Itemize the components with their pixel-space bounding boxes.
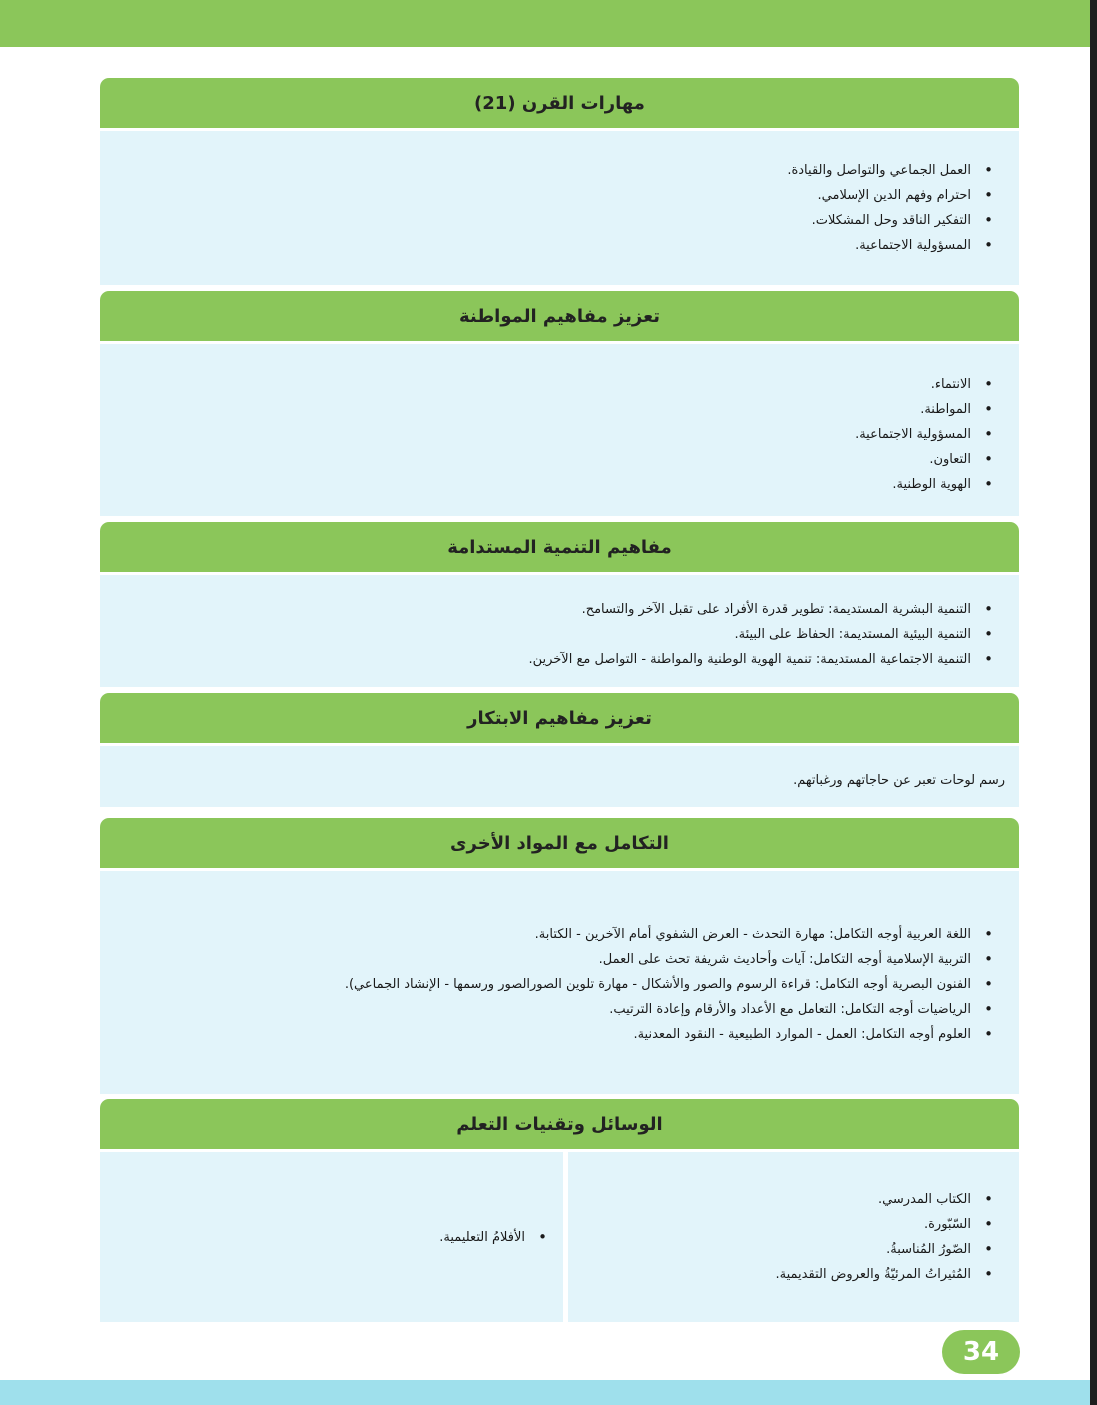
section-sustainable-development [100, 522, 1019, 687]
list-item: • الكتاب المدرسي. [776, 1187, 1019, 1212]
list-item: • المسؤولية الاجتماعية. [100, 233, 1019, 258]
list-item: • الصّورُ المُناسبةُ. [776, 1237, 1019, 1262]
bullet-list [439, 1225, 563, 1250]
section-learning-tools [100, 1099, 1019, 1322]
list-item: • العلوم أوجه التكامل: العمل - الموارد الطبيعية - النقود المعدنية. [100, 1022, 1019, 1047]
list-item: • المسؤولية الاجتماعية. [100, 422, 1019, 447]
section-citizenship-concepts [100, 291, 1019, 516]
bullet-list [100, 372, 1019, 497]
list-item: • التعاون. [100, 447, 1019, 472]
section-innovation-concepts [100, 693, 1019, 807]
section-21st-century-skills [100, 78, 1019, 285]
bullet-list [100, 922, 1019, 1047]
section-title: تعزيز مفاهيم الابتكار [100, 693, 1019, 743]
list-item: • العمل الجماعي والتواصل والقيادة. [100, 158, 1019, 183]
list-item: • احترام وفهم الدين الإسلامي. [100, 183, 1019, 208]
bottom-footer-bar [0, 1380, 1090, 1405]
section-title: تعزيز مفاهيم المواطنة [100, 291, 1019, 341]
list-item: • الهوية الوطنية. [100, 472, 1019, 497]
list-item: • التنمية البيئية المستديمة: الحفاظ على البيئة. [100, 622, 1019, 647]
two-column-layout [100, 1152, 1019, 1322]
section-body [100, 1149, 1019, 1322]
section-title: الوسائل وتقنيات التعلم [100, 1099, 1019, 1149]
page-number: 34 [942, 1330, 1020, 1374]
list-item: • التفكير الناقد وحل المشكلات. [100, 208, 1019, 233]
section-title: مهارات القرن (21) [100, 78, 1019, 128]
top-header-bar [0, 0, 1090, 47]
list-item: • الرياضيات أوجه التكامل: التعامل مع الأعداد والأرقام وإعادة الترتيب. [100, 997, 1019, 1022]
list-item: • التنمية البشرية المستديمة: تطوير قدرة الأفراد على تقبل الآخر والتسامح. [100, 597, 1019, 622]
section-text: رسم لوحات تعبر عن حاجاتهم ورغباتهم. [793, 773, 1005, 788]
list-item: • السّبّورة. [776, 1212, 1019, 1237]
right-column [563, 1152, 1019, 1322]
right-edge-strip [1090, 0, 1097, 1405]
section-body [100, 341, 1019, 516]
bullet-list [100, 597, 1019, 672]
section-integration-other-subjects [100, 818, 1019, 1094]
section-body [100, 572, 1019, 687]
list-item: • المُثيراتُ المرئيّةُ والعروض التقديمية. [776, 1262, 1019, 1287]
section-title: مفاهيم التنمية المستدامة [100, 522, 1019, 572]
left-column [100, 1152, 563, 1322]
section-body [100, 128, 1019, 285]
section-body [100, 868, 1019, 1094]
section-title: التكامل مع المواد الأخرى [100, 818, 1019, 868]
bullet-list [100, 158, 1019, 258]
list-item: • التنمية الاجتماعية المستديمة: تنمية الهوية الوطنية والمواطنة - التواصل مع الآخرين. [100, 647, 1019, 672]
list-item: • التربية الإسلامية أوجه التكامل: آيات وأحاديث شريفة تحث على العمل. [100, 947, 1019, 972]
list-item: • اللغة العربية أوجه التكامل: مهارة التحدث - العرض الشفوي أمام الآخرين - الكتابة. [100, 922, 1019, 947]
list-item: • الانتماء. [100, 372, 1019, 397]
section-body [100, 743, 1019, 807]
list-item: • الفنون البصرية أوجه التكامل: قراءة الرسوم والصور والأشكال - مهارة تلوين الصورالصور ورسمها - الإنشاد الجماعي). [100, 972, 1019, 997]
list-item: • الأفلامُ التعليمية. [439, 1225, 563, 1250]
list-item: • المواطنة. [100, 397, 1019, 422]
bullet-list [776, 1187, 1019, 1287]
